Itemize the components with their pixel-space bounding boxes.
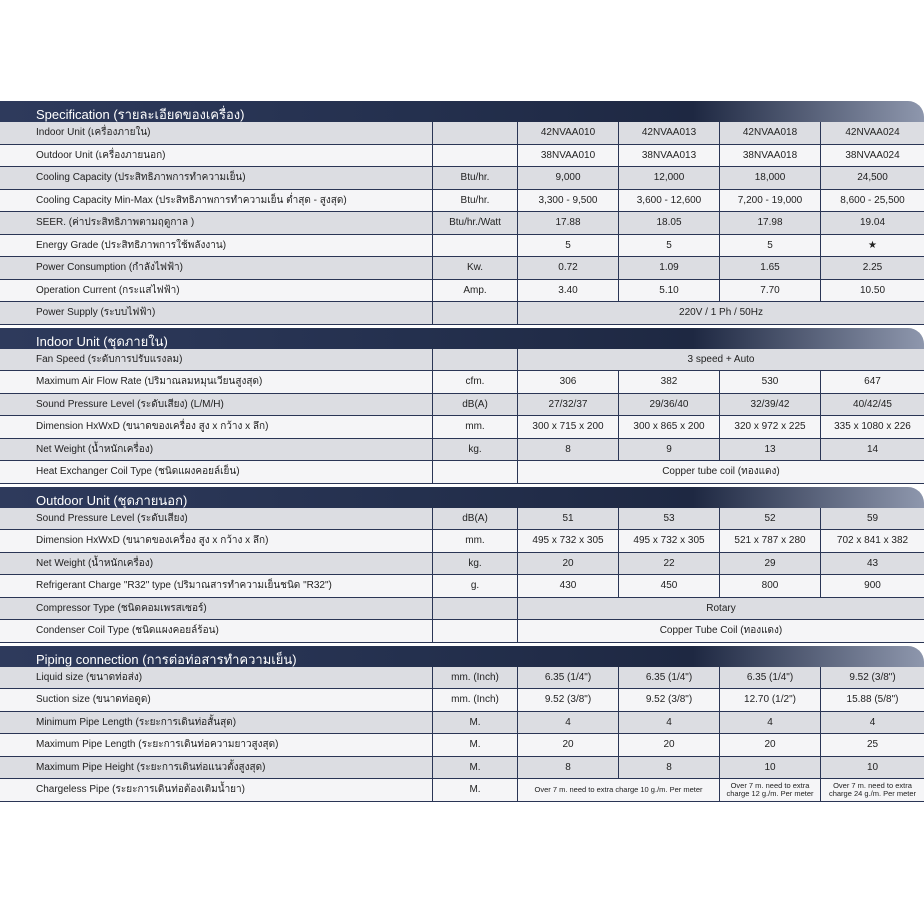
value-cell: 8 xyxy=(518,757,619,779)
value-cell: 5 xyxy=(720,235,821,257)
value-cell: 450 xyxy=(619,575,720,597)
table-row xyxy=(0,461,924,484)
table-row xyxy=(0,122,924,145)
section-title: Specification (รายละเอียดของเครื่อง) xyxy=(36,107,245,122)
value-cell: 42NVAA024 xyxy=(821,122,924,144)
unit-cell xyxy=(433,302,518,324)
value-cell: 4 xyxy=(821,712,924,734)
unit-cell: Btu/hr. xyxy=(433,190,518,212)
value-cell: 9.52 (3/8") xyxy=(821,667,924,689)
value-cell: 12,000 xyxy=(619,167,720,189)
value-cell: 9 xyxy=(619,439,720,461)
value-cell: 4 xyxy=(720,712,821,734)
table-row xyxy=(0,371,924,394)
row-label: Suction size (ขนาดท่อดูด) xyxy=(0,689,433,711)
unit-cell: cfm. xyxy=(433,371,518,393)
row-label: Maximum Pipe Length (ระยะการเดินท่อความยาวสูงสุด) xyxy=(0,734,433,756)
value-cell: 18.05 xyxy=(619,212,720,234)
table-row xyxy=(0,212,924,235)
value-cell: 25 xyxy=(821,734,924,756)
row-label: Indoor Unit (เครื่องภายใน) xyxy=(0,122,433,144)
row-label: Net Weight (น้ำหนักเครื่อง) xyxy=(0,553,433,575)
row-label: Chargeless Pipe (ระยะการเดินท่อต้องเติมน้ำยา) xyxy=(0,779,433,801)
merged-value-cell: Copper tube coil (ทองแดง) xyxy=(518,461,924,483)
table-row xyxy=(0,620,924,643)
value-cell: 3,300 - 9,500 xyxy=(518,190,619,212)
value-cell: 38NVAA018 xyxy=(720,145,821,167)
section-body xyxy=(0,349,924,484)
section-title: Indoor Unit (ชุดภายใน) xyxy=(36,333,168,349)
value-cell: 13 xyxy=(720,439,821,461)
unit-cell: mm. xyxy=(433,530,518,552)
unit-cell: mm. xyxy=(433,416,518,438)
row-label: Operation Current (กระแสไฟฟ้า) xyxy=(0,280,433,302)
value-cell: 647 xyxy=(821,371,924,393)
value-cell: 20 xyxy=(518,734,619,756)
value-cell: 20 xyxy=(720,734,821,756)
table-row xyxy=(0,167,924,190)
value-cell: 800 xyxy=(720,575,821,597)
value-cell: 4 xyxy=(619,712,720,734)
value-cell: 8 xyxy=(518,439,619,461)
value-cell: 7.70 xyxy=(720,280,821,302)
section-header xyxy=(0,646,924,667)
table-row xyxy=(0,394,924,417)
row-label: Cooling Capacity Min-Max (ประสิทธิภาพการทำความเย็น ต่ำสุด - สูงสุด) xyxy=(0,190,433,212)
unit-cell xyxy=(433,145,518,167)
table-row xyxy=(0,439,924,462)
row-label: Sound Pressure Level (ระดับเสียง) (L/M/H) xyxy=(0,394,433,416)
value-cell: 14 xyxy=(821,439,924,461)
value-cell: 9,000 xyxy=(518,167,619,189)
value-cell: 4 xyxy=(518,712,619,734)
table-row xyxy=(0,416,924,439)
section-header xyxy=(0,101,924,122)
table-row xyxy=(0,349,924,372)
value-cell: 382 xyxy=(619,371,720,393)
value-cell: 5.10 xyxy=(619,280,720,302)
value-cell: 7,200 - 19,000 xyxy=(720,190,821,212)
value-cell: 5 xyxy=(619,235,720,257)
value-cell: 702 x 841 x 382 xyxy=(821,530,924,552)
value-cell: 300 x 865 x 200 xyxy=(619,416,720,438)
value-cell: Over 7 m. need to extra charge 12 g./m. Per meter xyxy=(720,779,821,801)
value-cell: 530 xyxy=(720,371,821,393)
value-cell: Over 7 m. need to extra charge 10 g./m. Per meter xyxy=(518,779,720,801)
table-row xyxy=(0,257,924,280)
value-cell: 2.25 xyxy=(821,257,924,279)
value-cell: 10.50 xyxy=(821,280,924,302)
unit-cell: g. xyxy=(433,575,518,597)
value-cell: 3.40 xyxy=(518,280,619,302)
row-label: Sound Pressure Level (ระดับเสียง) xyxy=(0,508,433,530)
value-cell: 43 xyxy=(821,553,924,575)
unit-cell: Btu/hr. xyxy=(433,167,518,189)
table-row xyxy=(0,235,924,258)
value-cell: 9.52 (3/8") xyxy=(518,689,619,711)
value-cell: 320 x 972 x 225 xyxy=(720,416,821,438)
value-cell: 19.04 xyxy=(821,212,924,234)
value-cell: 29 xyxy=(720,553,821,575)
value-cell: 20 xyxy=(518,553,619,575)
section-title: Piping connection (การต่อท่อสารทำความเย็น) xyxy=(36,651,297,667)
value-cell: 40/42/45 xyxy=(821,394,924,416)
value-cell: 8 xyxy=(619,757,720,779)
table-row xyxy=(0,712,924,735)
unit-cell xyxy=(433,122,518,144)
unit-cell xyxy=(433,235,518,257)
section-body xyxy=(0,508,924,643)
value-cell: 430 xyxy=(518,575,619,597)
table-row xyxy=(0,190,924,213)
unit-cell xyxy=(433,598,518,620)
table-row xyxy=(0,757,924,780)
value-cell: ★ xyxy=(821,235,924,257)
value-cell: 8,600 - 25,500 xyxy=(821,190,924,212)
row-label: Cooling Capacity (ประสิทธิภาพการทำความเย็น) xyxy=(0,167,433,189)
merged-value-cell: Rotary xyxy=(518,598,924,620)
unit-cell: dB(A) xyxy=(433,508,518,530)
value-cell: 32/39/42 xyxy=(720,394,821,416)
value-cell: 29/36/40 xyxy=(619,394,720,416)
table-row xyxy=(0,530,924,553)
unit-cell: dB(A) xyxy=(433,394,518,416)
row-label: Maximum Air Flow Rate (ปริมาณลมหมุนเวียนสูงสุด) xyxy=(0,371,433,393)
unit-cell xyxy=(433,620,518,642)
table-row xyxy=(0,667,924,690)
row-label: Condenser Coil Type (ชนิดแผงคอยล์ร้อน) xyxy=(0,620,433,642)
value-cell: 27/32/37 xyxy=(518,394,619,416)
value-cell: 10 xyxy=(720,757,821,779)
unit-cell: M. xyxy=(433,712,518,734)
value-cell: 6.35 (1/4") xyxy=(720,667,821,689)
value-cell: 20 xyxy=(619,734,720,756)
row-label: Refrigerant Charge "R32" type (ปริมาณสารทำความเย็นชนิด "R32") xyxy=(0,575,433,597)
value-cell: 53 xyxy=(619,508,720,530)
unit-cell: Amp. xyxy=(433,280,518,302)
value-cell: 22 xyxy=(619,553,720,575)
unit-cell: Btu/hr./Watt xyxy=(433,212,518,234)
value-cell: 3,600 - 12,600 xyxy=(619,190,720,212)
value-cell: 335 x 1080 x 226 xyxy=(821,416,924,438)
row-label: Power Supply (ระบบไฟฟ้า) xyxy=(0,302,433,324)
table-row xyxy=(0,508,924,531)
value-cell: 495 x 732 x 305 xyxy=(619,530,720,552)
value-cell: 300 x 715 x 200 xyxy=(518,416,619,438)
value-cell: 51 xyxy=(518,508,619,530)
section-title: Outdoor Unit (ชุดภายนอก) xyxy=(36,492,188,508)
unit-cell: kg. xyxy=(433,553,518,575)
section-header xyxy=(0,487,924,508)
value-cell: 10 xyxy=(821,757,924,779)
unit-cell: kg. xyxy=(433,439,518,461)
unit-cell: Kw. xyxy=(433,257,518,279)
merged-value-cell: 3 speed + Auto xyxy=(518,349,924,371)
row-label: Energy Grade (ประสิทธิภาพการใช้พลังงาน) xyxy=(0,235,433,257)
value-cell: 38NVAA024 xyxy=(821,145,924,167)
value-cell: 6.35 (1/4") xyxy=(518,667,619,689)
value-cell: 18,000 xyxy=(720,167,821,189)
table-row xyxy=(0,689,924,712)
row-label: Compressor Type (ชนิดคอมเพรสเซอร์) xyxy=(0,598,433,620)
value-cell: 38NVAA013 xyxy=(619,145,720,167)
row-label: Maximum Pipe Height (ระยะการเดินท่อแนวตั้งสูงสุด) xyxy=(0,757,433,779)
row-label: Net Weight (น้ำหนักเครื่อง) xyxy=(0,439,433,461)
value-cell: 42NVAA013 xyxy=(619,122,720,144)
value-cell: 24,500 xyxy=(821,167,924,189)
unit-cell xyxy=(433,461,518,483)
table-row xyxy=(0,598,924,621)
table-row xyxy=(0,779,924,802)
table-row xyxy=(0,734,924,757)
table-row xyxy=(0,553,924,576)
row-label: Dimension HxWxD (ขนาดของเครื่อง สูง x กว้าง x ลึก) xyxy=(0,416,433,438)
unit-cell: M. xyxy=(433,779,518,801)
unit-cell: mm. (Inch) xyxy=(433,667,518,689)
value-cell: 0.72 xyxy=(518,257,619,279)
value-cell: 59 xyxy=(821,508,924,530)
table-row xyxy=(0,145,924,168)
value-cell: 495 x 732 x 305 xyxy=(518,530,619,552)
table-row xyxy=(0,575,924,598)
section-body xyxy=(0,122,924,325)
value-cell: 5 xyxy=(518,235,619,257)
section-header xyxy=(0,328,924,349)
merged-value-cell: Copper Tube Coil (ทองแดง) xyxy=(518,620,924,642)
row-label: Outdoor Unit (เครื่องภายนอก) xyxy=(0,145,433,167)
merged-value-cell: 220V / 1 Ph / 50Hz xyxy=(518,302,924,324)
row-label: Power Consumption (กำลังไฟฟ้า) xyxy=(0,257,433,279)
unit-cell: mm. (Inch) xyxy=(433,689,518,711)
row-label: Fan Speed (ระดับการปรับแรงลม) xyxy=(0,349,433,371)
value-cell: 17.98 xyxy=(720,212,821,234)
row-label: SEER. (ค่าประสิทธิภาพตามฤดูกาล ) xyxy=(0,212,433,234)
row-label: Dimension HxWxD (ขนาดของเครื่อง สูง x กว้าง x ลึก) xyxy=(0,530,433,552)
unit-cell xyxy=(433,349,518,371)
value-cell: 900 xyxy=(821,575,924,597)
value-cell: 1.65 xyxy=(720,257,821,279)
row-label: Liquid size (ขนาดท่อส่ง) xyxy=(0,667,433,689)
row-label: Heat Exchanger Coil Type (ชนิดแผงคอยล์เย็น) xyxy=(0,461,433,483)
value-cell: 52 xyxy=(720,508,821,530)
table-row xyxy=(0,302,924,325)
value-cell: 15.88 (5/8") xyxy=(821,689,924,711)
value-cell: 306 xyxy=(518,371,619,393)
value-cell: Over 7 m. need to extra charge 24 g./m. Per meter xyxy=(821,779,924,801)
unit-cell: M. xyxy=(433,734,518,756)
table-row xyxy=(0,280,924,303)
value-cell: 38NVAA010 xyxy=(518,145,619,167)
specification-table xyxy=(0,101,924,802)
unit-cell: M. xyxy=(433,757,518,779)
value-cell: 42NVAA018 xyxy=(720,122,821,144)
value-cell: 1.09 xyxy=(619,257,720,279)
section-body xyxy=(0,667,924,802)
value-cell: 12.70 (1/2") xyxy=(720,689,821,711)
value-cell: 6.35 (1/4") xyxy=(619,667,720,689)
value-cell: 521 x 787 x 280 xyxy=(720,530,821,552)
row-label: Minimum Pipe Length (ระยะการเดินท่อสั้นสุด) xyxy=(0,712,433,734)
value-cell: 17.88 xyxy=(518,212,619,234)
value-cell: 42NVAA010 xyxy=(518,122,619,144)
value-cell: 9.52 (3/8") xyxy=(619,689,720,711)
